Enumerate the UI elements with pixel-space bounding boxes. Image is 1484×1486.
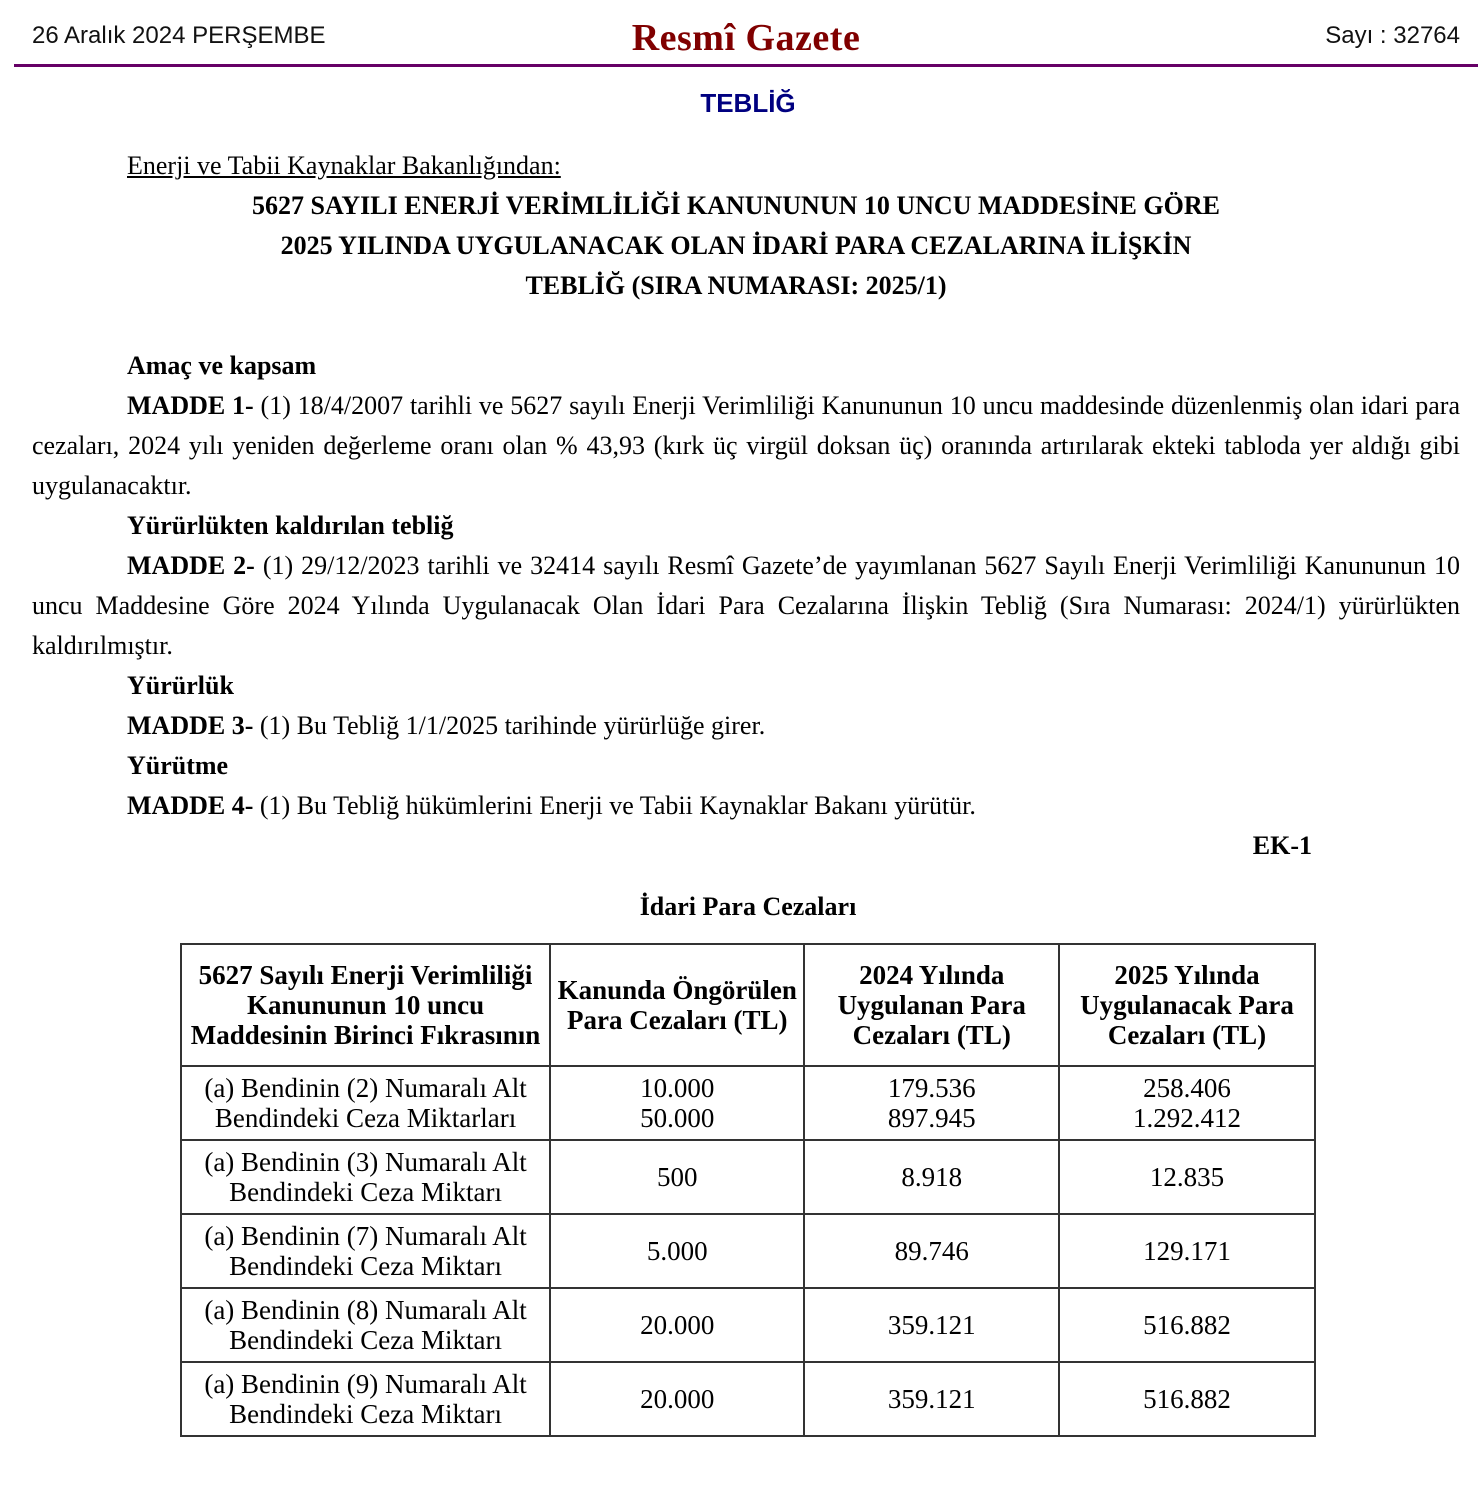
header-article: 5627 Sayılı Enerji Verimliliği Kanununun 10 uncu Maddesinin Birinci Fıkrasının [181, 944, 550, 1066]
value: 897.945 [887, 1103, 976, 1133]
title-line: 2025 YILINDA UYGULANACAK OLAN İDARİ PARA CEZALARINA İLİŞKİN [280, 231, 1192, 260]
masthead [14, 0, 1478, 67]
value: 179.536 [887, 1073, 976, 1103]
table-row [181, 1140, 1315, 1214]
table-row [181, 1066, 1315, 1140]
issue-number: Sayı : 32764 [1325, 22, 1460, 49]
article-label: MADDE 1- [127, 391, 254, 420]
value: 10.000 [640, 1073, 715, 1103]
article-text: (1) Bu Tebliğ hükümlerini Enerji ve Tabii Kaynaklar Bakanı yürütür. [253, 791, 976, 820]
document-body [32, 146, 1460, 866]
row-description: (a) Bendinin (2) Numaralı Alt Bendindeki Ceza Miktarları [181, 1066, 550, 1140]
section-type: TEBLİĞ [700, 88, 796, 118]
table-row [181, 1214, 1315, 1288]
amount-2024: 89.746 [804, 1214, 1058, 1288]
article-3 [32, 706, 1460, 746]
spacer [32, 306, 1460, 346]
article-heading: Amaç ve kapsam [127, 351, 317, 380]
header-law-amount: Kanunda Öngörülen Para Cezaları (TL) [550, 944, 804, 1066]
annex-label: EK-1 [1252, 831, 1312, 860]
article-heading: Yürürlükten kaldırılan tebliğ [127, 511, 454, 540]
title-line: TEBLİĞ (SIRA NUMARASI: 2025/1) [525, 271, 947, 300]
table-row [181, 1288, 1315, 1362]
amount-2025: 516.882 [1059, 1362, 1315, 1436]
article-2 [32, 546, 1460, 666]
row-description: (a) Bendinin (3) Numaralı Alt Bendindeki Ceza Miktarı [181, 1140, 550, 1214]
amount-2024: 8.918 [804, 1140, 1058, 1214]
amount-2025: 129.171 [1059, 1214, 1315, 1288]
value: 258.406 [1143, 1073, 1231, 1103]
law-amount: 500 [550, 1140, 804, 1214]
value: 1.292.412 [1132, 1103, 1241, 1133]
amount-2025: 12.835 [1059, 1140, 1315, 1214]
row-description: (a) Bendinin (9) Numaralı Alt Bendindeki Ceza Miktarı [181, 1362, 550, 1436]
article-1 [32, 386, 1460, 506]
amount-2024: 359.121 [804, 1362, 1058, 1436]
article-label: MADDE 4- [127, 791, 254, 820]
article-text: (1) Bu Tebliğ 1/1/2025 tarihinde yürürlüğe girer. [253, 711, 766, 740]
article-text: (1) 29/12/2023 tarihli ve 32414 sayılı Resmî Gazete’de yayımlanan 5627 Sayılı Enerji Verimliliği Kanununun 10 uncu Maddesine Göre 2024 Yılında Uygulanacak Olan İdari Para Cezalarına İlişkin Tebliğ (Sıra Numarası: 2024/1) yürürlükten kaldırılmıştır. [32, 551, 1460, 660]
header-2025-amount: 2025 Yılında Uygulanacak Para Cezaları (TL) [1059, 944, 1315, 1066]
law-amount: 20.000 [550, 1362, 804, 1436]
article-heading: Yürütme [127, 751, 229, 780]
amount-2025: 516.882 [1059, 1288, 1315, 1362]
header-2024-amount: 2024 Yılında Uygulanan Para Cezaları (TL) [804, 944, 1058, 1066]
gazette-title: Resmî Gazete [631, 17, 861, 59]
article-label: MADDE 3- [127, 711, 254, 740]
table-header-row [181, 944, 1315, 1066]
amount-2024: 359.121 [804, 1288, 1058, 1362]
law-amount: 5.000 [550, 1214, 804, 1288]
value: 50.000 [640, 1103, 715, 1133]
table-caption: İdari Para Cezaları [639, 892, 857, 921]
article-4 [32, 786, 1460, 826]
amount-2024 [804, 1066, 1058, 1140]
row-description: (a) Bendinin (8) Numaralı Alt Bendindeki Ceza Miktarı [181, 1288, 550, 1362]
fines-table [180, 943, 1316, 1437]
article-label: MADDE 2- [127, 551, 255, 580]
law-amount: 20.000 [550, 1288, 804, 1362]
law-amount [550, 1066, 804, 1140]
amount-2025 [1059, 1066, 1315, 1140]
article-text: (1) 18/4/2007 tarihli ve 5627 sayılı Enerji Verimliliği Kanununun 10 uncu maddesinde düzenlenmiş olan idari para cezaları, 2024 yılı yeniden değerleme oranı olan % 43,93 (kırk üç virgül doksan üç) oranında artırılarak ekteki tabloda yer aldığı gibi uygulanacaktır. [32, 391, 1460, 500]
title-line: 5627 SAYILI ENERJİ VERİMLİLİĞİ KANUNUNUN 10 UNCU MADDESİNE GÖRE [252, 191, 1220, 220]
table-row [181, 1362, 1315, 1436]
article-heading: Yürürlük [127, 671, 234, 700]
issue-date: 26 Aralık 2024 PERŞEMBE [32, 22, 326, 49]
issuing-authority: Enerji ve Tabii Kaynaklar Bakanlığından: [127, 151, 561, 180]
row-description: (a) Bendinin (7) Numaralı Alt Bendindeki Ceza Miktarı [181, 1214, 550, 1288]
